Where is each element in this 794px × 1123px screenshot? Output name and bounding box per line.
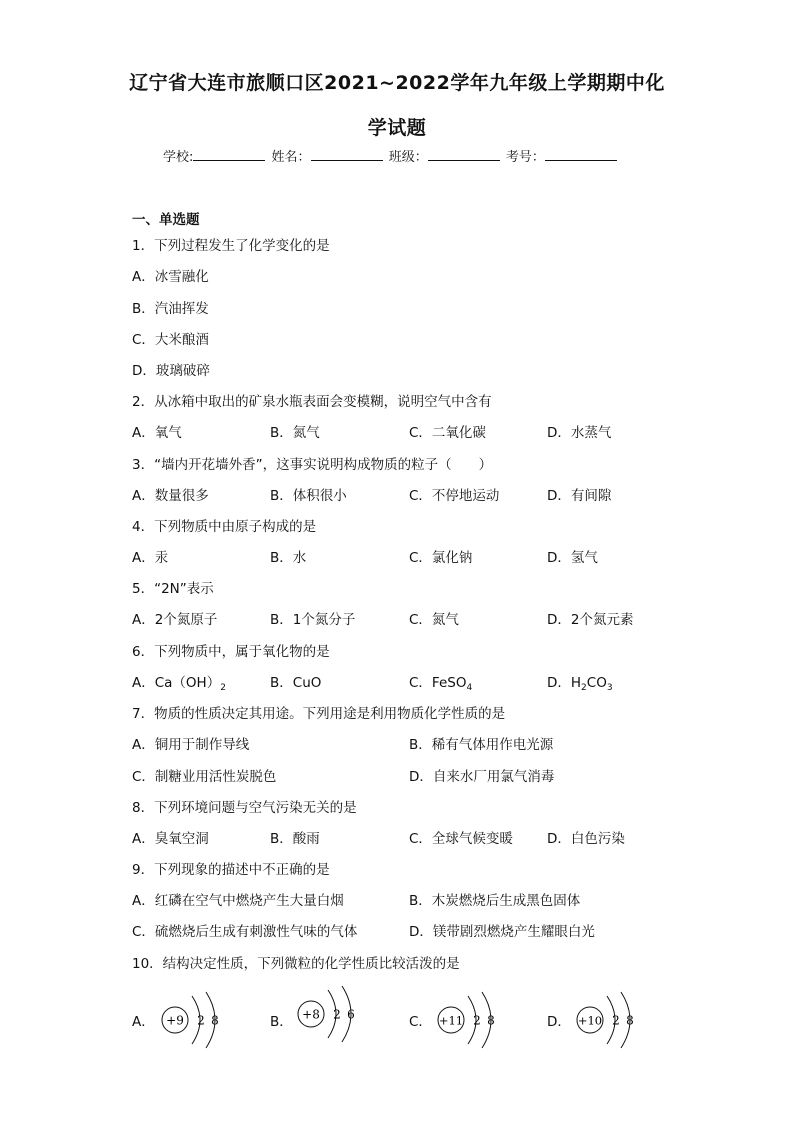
- atom-structure-diagram-b: [294, 982, 374, 1046]
- atom-structure-diagram-c: [434, 988, 514, 1052]
- question-option: C．大米酿酒: [132, 332, 209, 348]
- question-option: C．FeSO$_4$: [409, 675, 473, 693]
- number-label: 考号：: [505, 150, 545, 165]
- school-blank: [193, 148, 265, 161]
- class-label: 班级：: [388, 150, 428, 165]
- student-info-row: [163, 146, 619, 165]
- question-option: C．氮气: [409, 612, 459, 628]
- question-option: B．1个氮分子: [270, 612, 356, 628]
- nucleus-charge: +11: [438, 1013, 464, 1028]
- question-option: C．制糖业用活性炭脱色: [132, 769, 277, 785]
- question-stem: 2．从冰箱中取出的矿泉水瓶表面会变模糊，说明空气中含有: [132, 394, 492, 410]
- question-option: B．汽油挥发: [132, 301, 209, 317]
- atom-structure-diagram-d: [573, 988, 653, 1052]
- question-option: C．二氧化碳: [409, 425, 486, 441]
- question-option: B．体积很小: [270, 488, 347, 504]
- shell-electron-count: 2: [473, 1013, 481, 1028]
- question-stem: 10．结构决定性质，下列微粒的化学性质比较活泼的是: [132, 956, 460, 972]
- question-option: B．稀有气体用作电光源: [409, 737, 554, 753]
- atom-structure-diagram-a: [158, 988, 238, 1052]
- exam-title-line2: 学试题: [367, 117, 427, 139]
- question-option: D．2个氮元素: [547, 612, 634, 628]
- question-option: D．镁带剧烈燃烧产生耀眼白光: [409, 924, 595, 940]
- question-stem: 1．下列过程发生了化学变化的是: [132, 238, 330, 254]
- question-option: C．氯化钠: [409, 550, 473, 566]
- question-option: D．: [547, 1014, 571, 1030]
- question-option: C．全球气候变暖: [409, 831, 513, 847]
- question-option: A．臭氧空洞: [132, 831, 209, 847]
- question-option: B．木炭燃烧后生成黑色固体: [409, 893, 581, 909]
- shell-electron-count: 8: [626, 1013, 634, 1028]
- question-stem: 9．下列现象的描述中不正确的是: [132, 862, 330, 878]
- question-option: D．有间隙: [547, 488, 612, 504]
- exam-title-line1: 辽宁省大连市旅顺口区2021~2022学年九年级上学期期中化: [129, 72, 665, 94]
- nucleus-charge: +8: [302, 1007, 320, 1022]
- question-option: A．红磷在空气中燃烧产生大量白烟: [132, 893, 344, 909]
- name-label: 姓名：: [271, 150, 311, 165]
- question-option: A．氧气: [132, 425, 182, 441]
- question-stem: 4．下列物质中由原子构成的是: [132, 519, 317, 535]
- question-option: B．水: [270, 550, 307, 566]
- school-label: 学校:: [163, 150, 194, 165]
- nucleus-charge: +10: [577, 1013, 603, 1028]
- question-option: C．: [409, 1014, 432, 1030]
- question-option: C．不停地运动: [409, 488, 500, 504]
- shell-electron-count: 2: [612, 1013, 620, 1028]
- question-option: D．白色污染: [547, 831, 625, 847]
- question-option: A．$Ca(OH)_2$: [132, 675, 226, 693]
- question-stem: 6．下列物质中，属于氧化物的是: [132, 644, 330, 660]
- question-stem: 8．下列环境问题与空气污染无关的是: [132, 800, 357, 816]
- question-option: A．铜用于制作导线: [132, 737, 250, 753]
- question-option: B．氮气: [270, 425, 320, 441]
- section-heading: 一、单选题: [132, 212, 200, 228]
- question-option: A．数量很多: [132, 488, 209, 504]
- shell-electron-count: 8: [487, 1013, 495, 1028]
- question-option: D．$H_2CO_3$: [547, 675, 613, 693]
- question-option: C．硫燃烧后生成有刺激性气味的气体: [132, 924, 358, 940]
- question-option: B．酸雨: [270, 831, 320, 847]
- shell-electron-count: 2: [333, 1007, 341, 1022]
- question-option: B．CuO: [270, 675, 322, 691]
- question-option: A．汞: [132, 550, 169, 566]
- question-stem: 7．物质的性质决定其用途。下列用途是利用物质化学性质的是: [132, 706, 506, 722]
- question-option: A．2个氮原子: [132, 612, 218, 628]
- question-option: D．氢气: [547, 550, 598, 566]
- question-stem: 5．“2N”表示: [132, 581, 214, 597]
- class-blank: [428, 148, 500, 161]
- name-blank: [311, 148, 383, 161]
- number-blank: [545, 148, 617, 161]
- shell-electron-count: 6: [347, 1007, 355, 1022]
- shell-electron-count: 2: [197, 1013, 205, 1028]
- question-option: D．玻璃破碎: [132, 363, 210, 379]
- nucleus-charge: +9: [166, 1013, 184, 1028]
- question-option: D．水蒸气: [547, 425, 612, 441]
- question-option: A．冰雪融化: [132, 269, 209, 285]
- shell-electron-count: 8: [211, 1013, 219, 1028]
- question-stem: 3．“墙内开花墙外香”，这事实说明构成物质的粒子（ ）: [132, 457, 493, 473]
- question-option: A．: [132, 1014, 155, 1030]
- question-option: D．自来水厂用氯气消毒: [409, 769, 555, 785]
- question-option: B．: [270, 1014, 293, 1030]
